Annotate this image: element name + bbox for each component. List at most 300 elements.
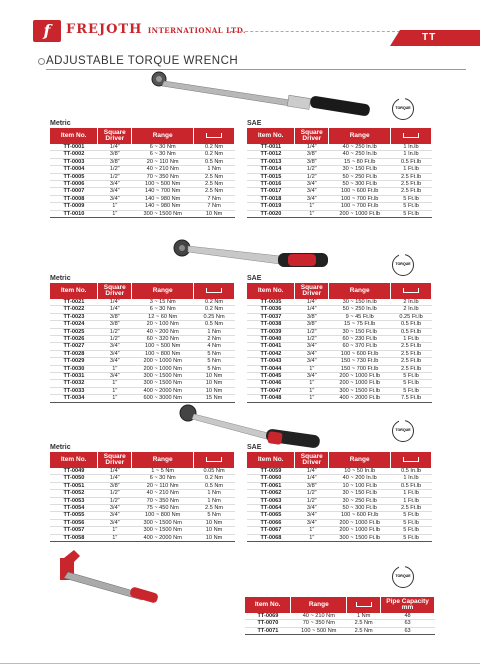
col-item-header: Item No. [50,128,98,144]
table-cell: 300 ~ 1500 Nm [132,527,194,534]
col-range-header: Range [132,128,194,144]
table-row [247,203,432,210]
table-cell: 2 In.lb [391,299,432,306]
table-cell: 10 Nm [194,373,235,380]
table-cell: TT-0058 [50,534,98,541]
table-cell: 0.2 Nm [194,144,235,151]
table-cell: TT-0016 [247,181,295,188]
table-cell: 3/8" [98,482,132,489]
table-cell: 1/4" [98,299,132,306]
col-item-header: Item No. [50,452,98,468]
table-row [50,299,235,306]
table-cell: 20 ~ 110 Nm [132,158,194,165]
table-cell: TT-0033 [50,387,98,394]
table-cell: TT-0024 [50,321,98,328]
table-cell: 100 ~ 700 Ft.lb [329,195,391,202]
table-cell: 1/4" [98,468,132,475]
table-cell: TT-0043 [247,358,295,365]
table-cell: 1 Ft.lb [391,336,432,343]
table-cell: 2.5 Nm [194,173,235,180]
table-cell: TT-0018 [247,195,295,202]
table-cell: 2.5 Ft.lb [391,358,432,365]
table-cell: 0.25 Ft.lb [391,313,432,320]
table-cell: 3/4" [98,343,132,350]
table-row [50,468,235,475]
table-cell: 400 ~ 2000 Ft.lb [329,395,391,402]
table-cell: 400 ~ 2000 Nm [132,534,194,541]
table-cell: 10 ~ 50 In.lb [329,468,391,475]
table-cell: 15 ~ 80 Ft.lb [329,158,391,165]
brand-name-main: FREJOTH [66,22,143,37]
table-cell: 1/4" [98,144,132,151]
table-cell: 1 In.lb [391,144,432,151]
table-row [50,395,235,402]
rows [245,613,435,635]
table-cell: 10 Nm [194,210,235,217]
table-cell: 2.5 Ft.lb [391,173,432,180]
table-cell: TT-0049 [50,468,98,475]
table-cell: 0.2 Nm [194,299,235,306]
rows [247,299,432,402]
table-row [247,512,432,519]
table-cell: 5 Ft.lb [391,195,432,202]
table-cell: 1/2" [295,166,329,173]
table-cell: 0.5 Ft.lb [391,321,432,328]
table-cell: 3/4" [295,350,329,357]
table-cell: 10 ~ 100 Ft.lb [329,482,391,489]
torque-wrench-image-2 [168,236,340,278]
header-divider [230,31,400,32]
col-item-header: Item No. [245,597,291,613]
table-cell: 2.5 Ft.lb [391,343,432,350]
table-cell: TT-0068 [247,534,295,541]
table-row [50,380,235,387]
sae-label-3: SAE [247,444,262,451]
table-cell: 0.5 Nm [194,158,235,165]
table-cell: 60 ~ 370 Ft.lb [329,343,391,350]
table-cell: 300 ~ 1500 Nm [132,380,194,387]
table-cell: 20 ~ 100 Nm [132,321,194,328]
table-cell: 15 ~ 75 Ft.lb [329,321,391,328]
table-row [50,505,235,512]
scale-icon [194,128,235,144]
table-cell: 3/8" [295,482,329,489]
brand-name [66,22,246,37]
table-cell: 10 Nm [194,534,235,541]
table-row [50,343,235,350]
table-cell: 1 In.lb [391,475,432,482]
table-cell: TT-0003 [50,158,98,165]
table-cell: TT-0021 [50,299,98,306]
table-cell: 40 ~ 250 In.lb [329,151,391,158]
table-cell: TT-0061 [247,482,295,489]
table-cell: 300 ~ 1500 Nm [132,210,194,217]
table-cell: 0.5 In.lb [391,468,432,475]
table-row [247,395,432,402]
col-range-header: Range [132,283,194,299]
table-cell: TT-0063 [247,497,295,504]
table-cell: 0.5 Nm [194,482,235,489]
table-cell: 1/4" [295,475,329,482]
table-cell: 100 ~ 600 Ft.lb [329,512,391,519]
table-cell: 2.5 Ft.lb [391,181,432,188]
table-row [247,313,432,320]
table-cell: TT-0030 [50,365,98,372]
table-cell: 30 ~ 150 Ft.lb [329,490,391,497]
table-cell: 1" [98,527,132,534]
table-cell: 1" [295,395,329,402]
table-cell: 0.2 Nm [194,151,235,158]
table-cell: 40 ~ 210 Nm [132,166,194,173]
table-row [50,350,235,357]
table-cell: 3/4" [98,519,132,526]
table-cell: 1" [295,210,329,217]
table-cell: TT-0032 [50,380,98,387]
table-cell: 1" [295,534,329,541]
table-cell: 2.5 Nm [194,188,235,195]
table-cell: 9 ~ 45 Ft.lb [329,313,391,320]
table-row [247,380,432,387]
table-row [245,620,435,627]
table-cell: 1 ~ 5 Nm [132,468,194,475]
table-cell: 40 ~ 210 Nm [291,613,347,620]
table-row [247,358,432,365]
col-driver-header: Square Driver [98,128,132,144]
table-cell: 10 Nm [194,380,235,387]
metric-label-1: Metric [50,120,71,127]
table-cell: 2.5 Ft.lb [391,365,432,372]
torque-badge-1: TORQUE [392,98,414,120]
table-row [247,534,432,541]
col-item-header: Item No. [247,452,295,468]
table-row [50,490,235,497]
table-row [50,151,235,158]
table-cell: TT-0057 [50,527,98,534]
table-cell: 1/4" [295,144,329,151]
table-row [247,336,432,343]
table-cell: TT-0011 [247,144,295,151]
col-item-header: Item No. [247,128,295,144]
table-cell: 5 Ft.lb [391,380,432,387]
col-driver-header: Square Driver [295,128,329,144]
table-cell: 5 Ft.lb [391,519,432,526]
table-row [50,497,235,504]
table-cell: 70 ~ 350 Nm [132,497,194,504]
rows [247,144,432,218]
col-driver-header: Square Driver [98,283,132,299]
table-cell: 3/4" [295,181,329,188]
table-cell: 100 ~ 600 Ft.lb [329,350,391,357]
table-cell: 200 ~ 1000 Ft.lb [329,519,391,526]
table-cell: TT-0051 [50,482,98,489]
table-row [50,313,235,320]
table-row [50,181,235,188]
table-row [245,627,435,634]
col-range-header: Range [291,597,347,613]
table-cell: 2.5 Ft.lb [391,350,432,357]
table-cell: TT-0007 [50,188,98,195]
table-cell: TT-0023 [50,313,98,320]
table-cell: 3/8" [295,313,329,320]
table-cell: 100 ~ 600 Ft.lb [329,188,391,195]
table-row [247,468,432,475]
table-cell: 7.5 Ft.lb [391,395,432,402]
table-cell: 3/8" [295,158,329,165]
table-cell: 150 ~ 700 Ft.lb [329,365,391,372]
scale-icon [347,597,381,613]
table-row [247,195,432,202]
table-row [247,490,432,497]
table-row [247,475,432,482]
table-cell: 1/4" [295,468,329,475]
torque-wrench-image-3 [176,402,326,450]
table-row [50,210,235,217]
table-cell: 1" [295,380,329,387]
pipe-torque-wrench-image [34,546,164,606]
section-title: ADJUSTABLE TORQUE WRENCH [46,55,239,67]
table-cell: TT-0037 [247,313,295,320]
sae-table-1 [247,128,432,218]
table-cell: 1" [295,203,329,210]
table-cell: 1/2" [98,173,132,180]
col-pipe-header: Pipe Capacity mm [381,597,435,613]
table-cell: 0.5 Ft.lb [391,328,432,335]
table-cell: TT-0036 [247,306,295,313]
table-cell: 5 Nm [194,350,235,357]
table-cell: 140 ~ 980 Nm [132,195,194,202]
table-cell: 600 ~ 3000 Nm [132,395,194,402]
table-cell: 1 Nm [347,613,381,620]
table-cell: 200 ~ 1000 Ft.lb [329,373,391,380]
table-cell: 2.5 Nm [347,627,381,634]
table-row [50,387,235,394]
scale-icon [391,452,432,468]
table-cell: 1" [295,527,329,534]
table-row [50,173,235,180]
table-cell: 12 ~ 60 Nm [132,313,194,320]
table-cell: TT-0027 [50,343,98,350]
table-cell: TT-0035 [247,299,295,306]
table-cell: 60 ~ 230 Ft.lb [329,336,391,343]
sae-table-3 [247,452,432,542]
table-cell: TT-0025 [50,328,98,335]
table-cell: 0.2 Nm [194,306,235,313]
table-cell: 0.5 Ft.lb [391,158,432,165]
table-cell: 140 ~ 700 Nm [132,188,194,195]
table-row [50,188,235,195]
table-row [50,203,235,210]
table-cell: TT-0042 [247,350,295,357]
table-cell: 40 ~ 200 In.lb [329,475,391,482]
table-row [50,144,235,151]
table-cell: 4 Nm [194,343,235,350]
table-cell: 1/2" [295,490,329,497]
table-cell: 1/2" [295,497,329,504]
col-range-header: Range [329,128,391,144]
table-cell: 3/4" [98,195,132,202]
table-cell: 70 ~ 350 Nm [132,173,194,180]
table-cell: 100 ~ 700 Ft.lb [329,203,391,210]
table-cell: 300 ~ 1500 Nm [132,373,194,380]
table-cell: TT-0044 [247,365,295,372]
table-cell: 2.5 Ft.lb [391,505,432,512]
table-cell: 1" [98,365,132,372]
col-driver-header: Square Driver [98,452,132,468]
table-cell: TT-0062 [247,490,295,497]
table-row [247,321,432,328]
metric-table-3 [50,452,235,542]
table-cell: 1/2" [98,490,132,497]
table-row [247,158,432,165]
table-row [247,144,432,151]
table-cell: 2.5 Nm [347,620,381,627]
table-cell: TT-0031 [50,373,98,380]
table-cell: 3/4" [295,195,329,202]
table-cell: 1" [295,365,329,372]
table-cell: 1" [98,395,132,402]
col-range-header: Range [329,452,391,468]
table-cell: 5 Nm [194,512,235,519]
table-cell: 400 ~ 2000 Nm [132,387,194,394]
table-cell: TT-0001 [50,144,98,151]
table-cell: 3/4" [98,188,132,195]
table-cell: 200 ~ 1000 Ft.lb [329,210,391,217]
table-cell: TT-0029 [50,358,98,365]
table-cell: 30 ~ 250 Ft.lb [329,497,391,504]
table-cell: 150 ~ 730 Ft.lb [329,358,391,365]
table-cell: 63 [381,620,435,627]
scale-icon [194,283,235,299]
torque-badge-3: TORQUE [392,420,414,442]
table-cell: 1/4" [295,299,329,306]
table-cell: TT-0066 [247,519,295,526]
table-cell: 100 ~ 800 Nm [132,350,194,357]
table-cell: 1" [295,387,329,394]
table-cell: 3/8" [295,321,329,328]
table-cell: 50 ~ 250 Ft.lb [329,173,391,180]
table-cell: 15 Nm [194,395,235,402]
table-cell: 6 ~ 30 Nm [132,306,194,313]
table-cell: 3/4" [295,512,329,519]
metric-table-1 [50,128,235,218]
table-cell: 50 ~ 300 Ft.lb [329,181,391,188]
table-cell: 1 Ft.lb [391,490,432,497]
table-cell: 3/8" [98,313,132,320]
table-cell: TT-0054 [50,505,98,512]
table-cell: 1/2" [295,328,329,335]
table-cell: 100 ~ 500 Nm [291,627,347,634]
table-row [247,527,432,534]
table-cell: 5 Nm [194,365,235,372]
table-cell: 50 ~ 250 In.lb [329,306,391,313]
table-row [50,365,235,372]
table-cell: 1/2" [295,336,329,343]
table-cell: 3/4" [98,512,132,519]
table-cell: TT-0055 [50,512,98,519]
table-cell: 2.5 Nm [194,505,235,512]
table-cell: 0.5 Nm [194,321,235,328]
table-row [50,306,235,313]
scale-icon [391,283,432,299]
table-cell: 10 Nm [194,387,235,394]
table-cell: 100 ~ 800 Nm [132,512,194,519]
table-cell: 1/4" [98,306,132,313]
table-row [50,158,235,165]
table-cell: TT-0046 [247,380,295,387]
table-cell: 30 ~ 150 In.lb [329,299,391,306]
table-cell: 48 [381,613,435,620]
table-cell: 6 ~ 30 Nm [132,151,194,158]
table-cell: 2.5 Nm [194,181,235,188]
rows [50,468,235,542]
metric-label-3: Metric [50,444,71,451]
table-cell: 1/4" [295,306,329,313]
table-cell: 0.2 Nm [194,475,235,482]
table-cell: 300 ~ 1500 Nm [132,519,194,526]
table-row [50,534,235,541]
col-driver-header: Square Driver [295,452,329,468]
table-cell: TT-0071 [245,627,291,634]
table-cell: 1/2" [98,497,132,504]
table-cell: 3/8" [98,158,132,165]
table-cell: 5 Ft.lb [391,527,432,534]
table-cell: TT-0060 [247,475,295,482]
table-cell: 2.5 Ft.lb [391,188,432,195]
table-cell: TT-0052 [50,490,98,497]
table-cell: TT-0048 [247,395,295,402]
table-cell: TT-0015 [247,173,295,180]
table-cell: TT-0041 [247,343,295,350]
table-cell: TT-0056 [50,519,98,526]
table-row [247,482,432,489]
rows [50,299,235,402]
table-cell: 10 Nm [194,527,235,534]
table-cell: 140 ~ 980 Nm [132,203,194,210]
table-cell: TT-0002 [50,151,98,158]
col-range-header: Range [132,452,194,468]
table-row [247,188,432,195]
table-cell: 1 Nm [194,490,235,497]
table-cell: TT-0010 [50,210,98,217]
table-row [247,387,432,394]
table-cell: 3/4" [98,350,132,357]
table-cell: 20 ~ 110 Nm [132,482,194,489]
table-row [50,336,235,343]
table-cell: 5 Ft.lb [391,387,432,394]
table-cell: TT-0020 [247,210,295,217]
table-cell: TT-0069 [245,613,291,620]
table-cell: TT-0040 [247,336,295,343]
table-row [50,358,235,365]
col-item-header: Item No. [50,283,98,299]
table-cell: 5 Nm [194,358,235,365]
table-cell: 3/4" [98,181,132,188]
table-cell: 300 ~ 1500 Ft.lb [329,534,391,541]
table-row [247,350,432,357]
table-cell: TT-0065 [247,512,295,519]
table-row [247,181,432,188]
table-cell: 3 ~ 15 Nm [132,299,194,306]
table-row [50,482,235,489]
table-cell: TT-0026 [50,336,98,343]
table-row [50,373,235,380]
table-cell: 3/4" [295,343,329,350]
table-cell: TT-0070 [245,620,291,627]
table-cell: 1" [98,380,132,387]
pipe-wrench-table [245,597,435,635]
table-row [50,519,235,526]
table-cell: 5 Ft.lb [391,512,432,519]
